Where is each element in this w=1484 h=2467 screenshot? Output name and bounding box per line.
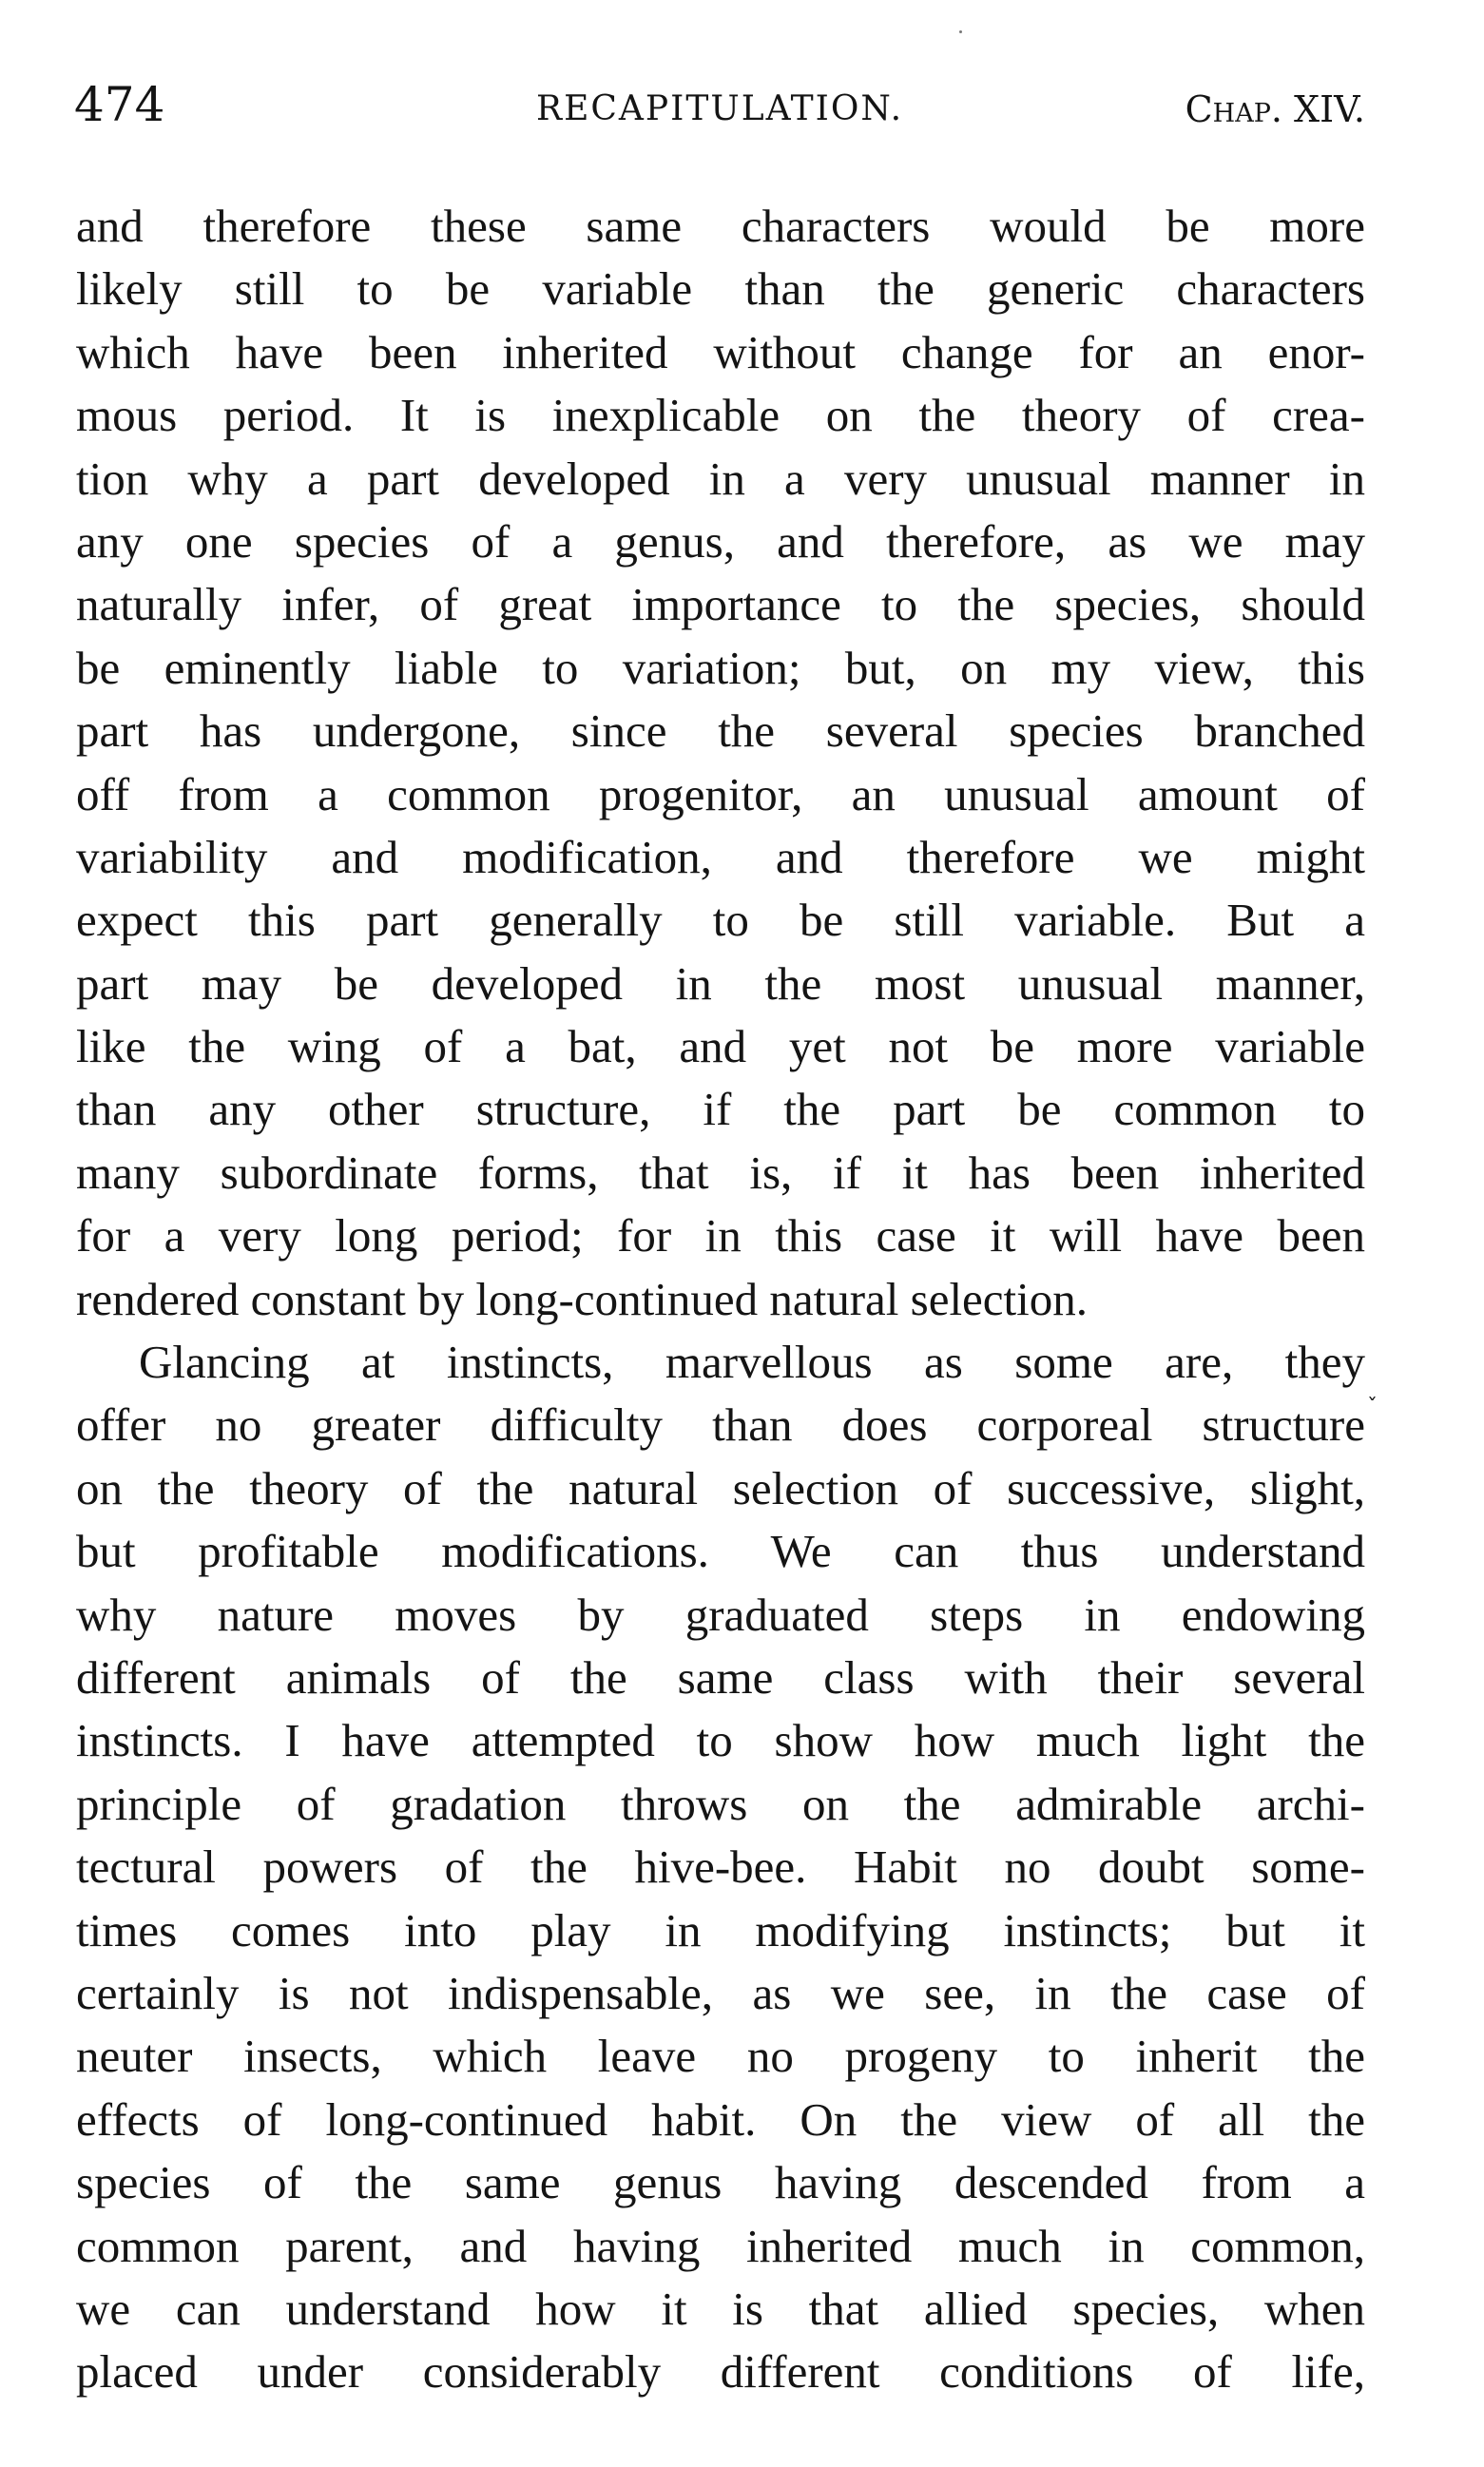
text-line: likely still to be variable than the generic characters: [76, 262, 1365, 316]
text-line: times comes into play in modifying instincts; but it: [76, 1903, 1365, 1956]
text-line: why nature moves by graduated steps in endowing: [76, 1588, 1365, 1641]
margin-mark: ˇ: [1367, 1396, 1378, 1419]
print-speck: [959, 30, 962, 33]
text-line: off from a common progenitor, an unusual amount of: [76, 767, 1365, 820]
text-line: be eminently liable to variation; but, on my view, this: [76, 641, 1365, 694]
text-line: instincts. I have attempted to show how much light the: [76, 1714, 1365, 1767]
text-line: different animals of the same class with their several: [76, 1650, 1365, 1704]
text-line: any one species of a genus, and therefore, as we may: [76, 514, 1365, 568]
text-line: part has undergone, since the several species branched: [76, 704, 1365, 758]
paragraph-2: [76, 1331, 1365, 2404]
text-line: many subordinate forms, that is, if it has been inherited: [76, 1146, 1365, 1199]
text-line: certainly is not indispensable, as we see, in the case of: [76, 1966, 1365, 2019]
text-line: variability and modification, and therefore we might: [76, 830, 1365, 883]
text-line: principle of gradation throws on the admirable archi-: [76, 1777, 1365, 1830]
text-line: naturally infer, of great importance to the species, should: [76, 578, 1365, 631]
text-line: like the wing of a bat, and yet not be more variable: [76, 1020, 1365, 1073]
text-line: expect this part generally to be still variable. But a: [76, 894, 1365, 947]
text-line: mous period. It is inexplicable on the theory of crea-: [76, 389, 1365, 442]
text-line: but profitable modifications. We can thus understand: [76, 1525, 1365, 1578]
running-title: RECAPITULATION.: [535, 89, 904, 128]
text-line: placed under considerably different conditions of life,: [76, 2345, 1365, 2399]
text-line: on the theory of the natural selection of successive, slight,: [76, 1461, 1365, 1514]
text-line: rendered constant by long-continued natural selection.: [76, 1272, 1089, 1325]
text-line: Glancing at instincts, marvellous as some are, they: [139, 1336, 1365, 1389]
text-line: species of the same genus having descended from a: [76, 2156, 1365, 2209]
paragraph-1: [76, 195, 1365, 1331]
page-header: [74, 76, 1365, 143]
page-number: 474: [74, 77, 165, 132]
body-text: [76, 195, 1365, 2404]
text-line: for a very long period; for in this case it will have been: [76, 1209, 1365, 1262]
text-line: effects of long-continued habit. On the view of all the: [76, 2092, 1365, 2146]
text-line: part may be developed in the most unusual manner,: [76, 956, 1365, 1010]
text-line: which have been inherited without change for an enor-: [76, 325, 1365, 378]
text-line: tectural powers of the hive-bee. Habit no doubt some-: [76, 1841, 1365, 1894]
text-line: we can understand how it is that allied species, when: [76, 2282, 1365, 2335]
text-line: offer no greater difficulty than does corporeal structure: [76, 1398, 1365, 1452]
chapter-reference: Chap. XIV.: [1185, 88, 1365, 130]
text-line: common parent, and having inherited much in common,: [76, 2219, 1365, 2272]
text-line: tion why a part developed in a very unusual manner in: [76, 452, 1365, 505]
text-line: than any other structure, if the part be common to: [76, 1083, 1365, 1136]
text-line: neuter insects, which leave no progeny to inherit the: [76, 2030, 1365, 2083]
text-line: and therefore these same characters would be more: [76, 200, 1365, 252]
